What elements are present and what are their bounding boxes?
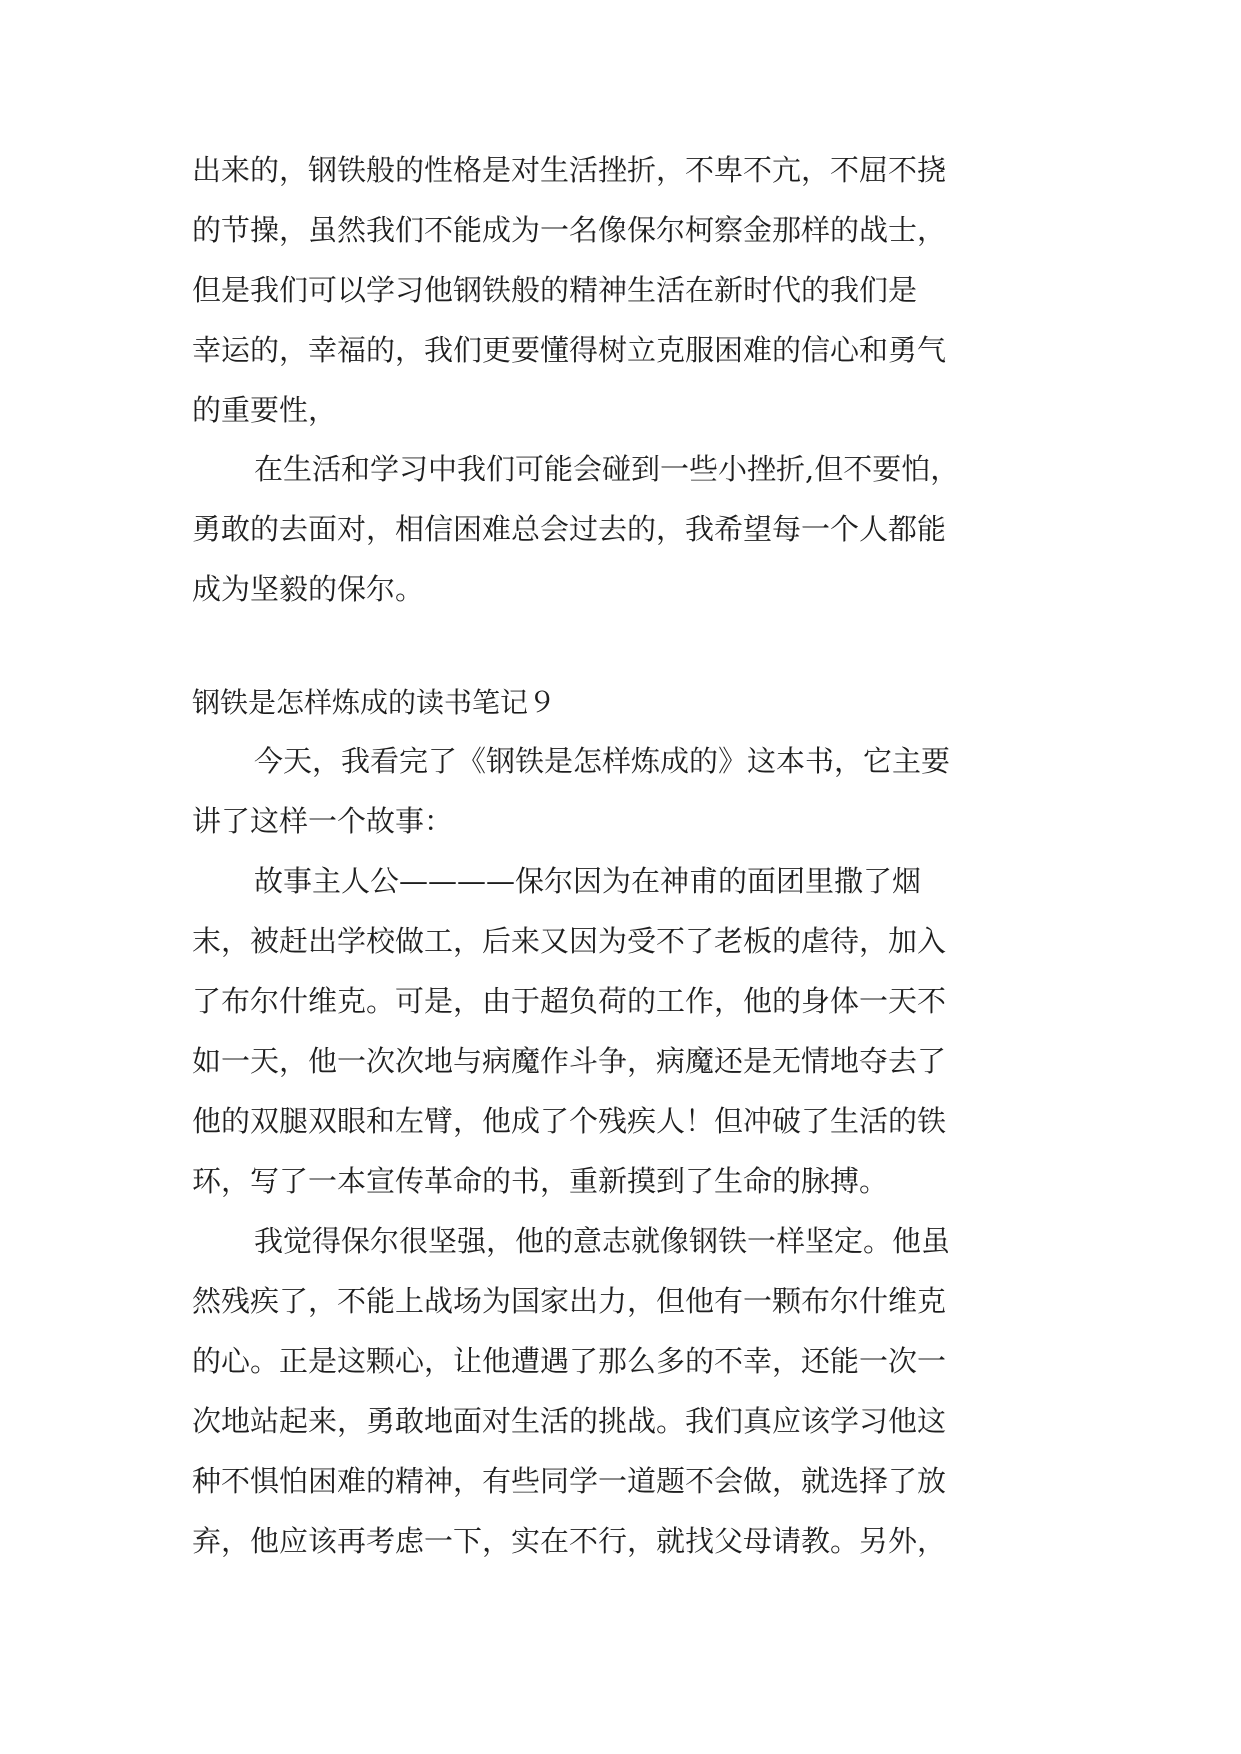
text-line: 末，被赶出学校做工，后来又因为受不了老板的虐待，加入 xyxy=(192,924,947,958)
text-line: 勇敢的去面对，相信困难总会过去的，我希望每一个人都能 xyxy=(192,512,947,546)
text-line: 但是我们可以学习他钢铁般的精神生活在新时代的我们是 xyxy=(192,273,918,307)
text-line: 我觉得保尔很坚强，他的意志就像钢铁一样坚定。他虽 xyxy=(254,1224,951,1258)
text-line: 讲了这样一个故事： xyxy=(192,804,454,838)
text-line: 然残疾了，不能上战场为国家出力，但他有一颗布尔什维克 xyxy=(192,1284,947,1318)
text-line: 出来的，钢铁般的性格是对生活挫折，不卑不亢，不屈不挠 xyxy=(192,153,947,187)
text-line: 次地站起来，勇敢地面对生活的挑战。我们真应该学习他这 xyxy=(192,1404,947,1438)
text-line: 环，写了一本宣传革命的书，重新摸到了生命的脉搏。 xyxy=(192,1164,889,1198)
text-line: 他的双腿双眼和左臂，他成了个残疾人！但冲破了生活的铁 xyxy=(192,1104,947,1138)
text-line: 幸运的，幸福的，我们更要懂得树立克服困难的信心和勇气 xyxy=(192,333,947,367)
text-line: 的节操，虽然我们不能成为一名像保尔柯察金那样的战士， xyxy=(192,213,947,247)
text-line: 故事主人公————保尔因为在神甫的面团里撒了烟 xyxy=(254,864,922,898)
text-line: 在生活和学习中我们可能会碰到一些小挫折,但不要怕， xyxy=(254,452,960,486)
text-line: 今天，我看完了《钢铁是怎样炼成的》这本书，它主要 xyxy=(254,744,951,778)
text-line: 的心。正是这颗心，让他遭遇了那么多的不幸，还能一次一 xyxy=(192,1344,947,1378)
text-line: 如一天，他一次次地与病魔作斗争，病魔还是无情地夺去了 xyxy=(192,1044,947,1078)
text-line: 的重要性， xyxy=(192,393,338,427)
text-line: 成为坚毅的保尔。 xyxy=(192,572,425,606)
text-line: 了布尔什维克。可是，由于超负荷的工作，他的身体一天不 xyxy=(192,984,947,1018)
section-title: 钢铁是怎样炼成的读书笔记９ xyxy=(192,686,557,719)
text-line: 弃，他应该再考虑一下，实在不行，就找父母请教。另外， xyxy=(192,1524,947,1558)
text-line: 种不惧怕困难的精神，有些同学一道题不会做，就选择了放 xyxy=(192,1464,947,1498)
